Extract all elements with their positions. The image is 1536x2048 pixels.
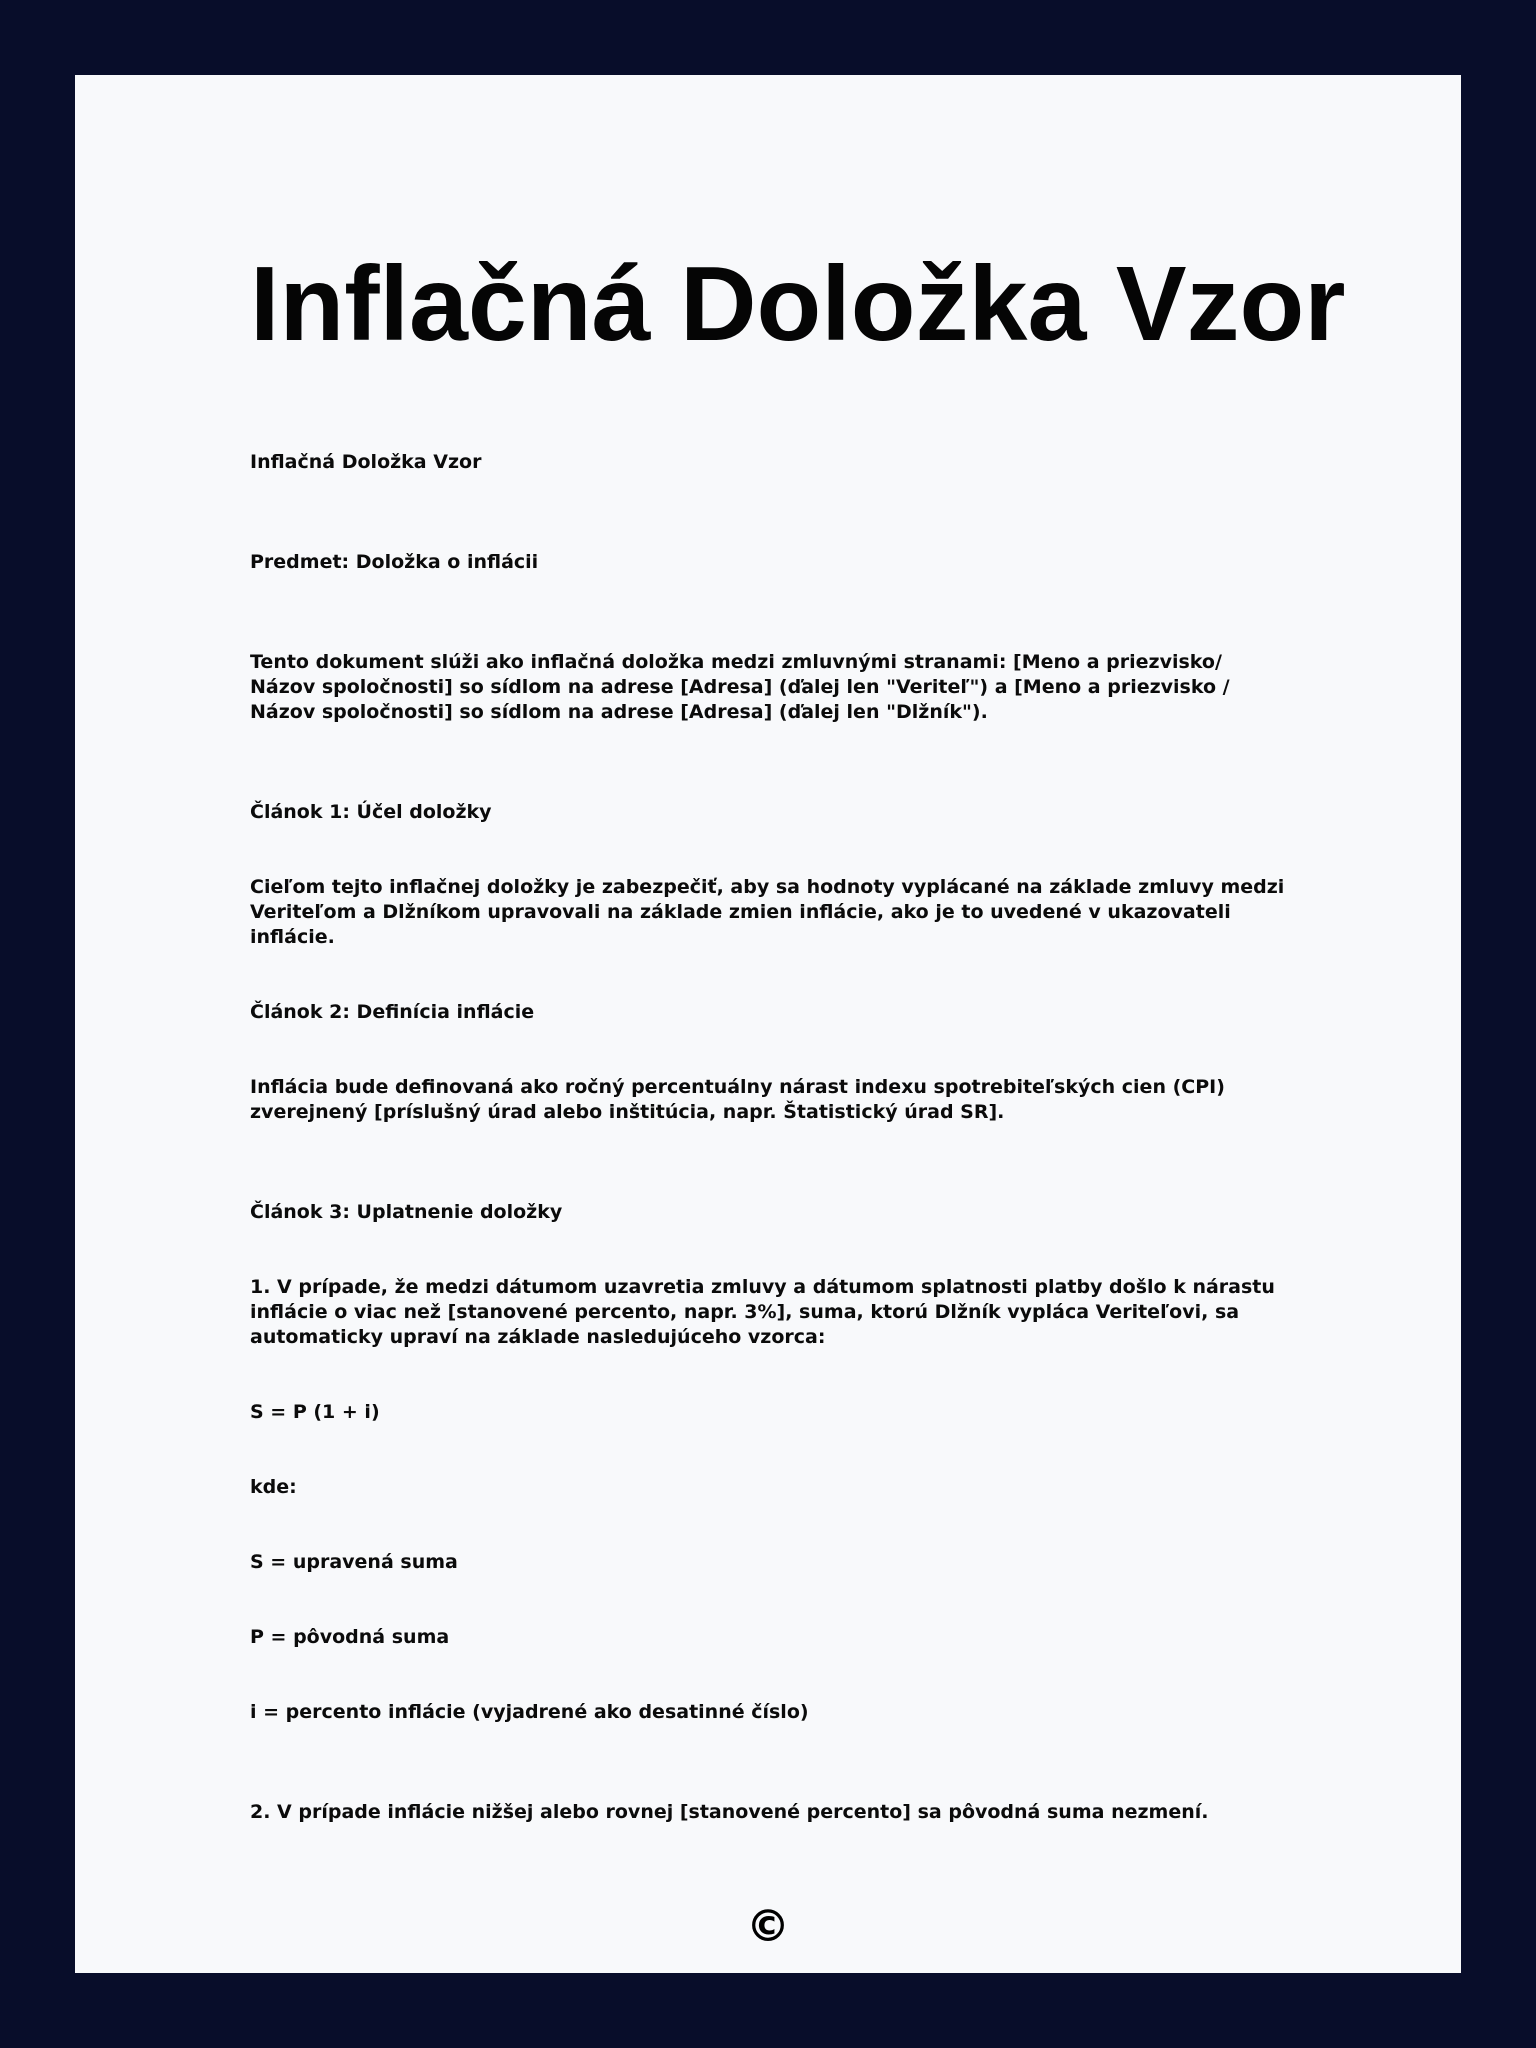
article-3-point-2: 2. V prípade inflácie nižšej alebo rovnej [stanovené percento] sa pôvodná suma nezmení.: [250, 1801, 1209, 1823]
article-3-point-1: 1. V prípade, že medzi dátumom uzavretia zmluvy a dátumom splatnosti platby došlo k nárastu inflácie o viac než [stanovené percento, napr. 3%], suma, ktorú Dlžník vypláca Veriteľovi, sa automaticky upraví na základe nasledujúceho vzorca:: [250, 1276, 1275, 1348]
paragraph-subject: Predmet: Doložka o inflácii: [250, 551, 539, 573]
formula-s-definition: S = upravená suma: [250, 1551, 458, 1573]
document-title: Inflačná Doložka Vzor: [250, 245, 1346, 363]
formula: S = P (1 + i): [250, 1401, 380, 1423]
document-page: [75, 75, 1461, 1973]
article-3-heading: Článok 3: Uplatnenie doložky: [250, 1201, 563, 1223]
paragraph-intro: Tento dokument slúži ako inflačná doložka medzi zmluvnými stranami: [Meno a priezvisko/ Názov spoločnosti] so sídlom na adrese [Adresa] (ďalej len "Veriteľ") a [Meno a priezvisko / Názov spoločnosti] so sídlom na adrese [Adresa] (ďalej len "Dlžník").: [250, 651, 1230, 723]
formula-i-definition: i = percento inflácie (vyjadrené ako desatinné číslo): [250, 1701, 809, 1723]
article-2-heading: Článok 2: Definícia inflácie: [250, 1001, 535, 1023]
article-1-text: Cieľom tejto inflačnej doložky je zabezpečiť, aby sa hodnoty vyplácané na základe zmluvy medzi Veriteľom a Dlžníkom upravovali na základe zmien inflácie, ako je to uvedené v ukazovateli inflácie.: [250, 876, 1285, 948]
article-1-heading: Článok 1: Účel doložky: [250, 801, 492, 823]
article-2-text: Inflácia bude definovaná ako ročný percentuálny nárast indexu spotrebiteľských cien (CPI) zverejnený [príslušný úrad alebo inštitúcia, napr. Štatistický úrad SR].: [250, 1076, 1225, 1123]
formula-p-definition: P = pôvodná suma: [250, 1626, 450, 1648]
paragraph-subtitle: Inflačná Doložka Vzor: [250, 451, 482, 473]
copyright-icon: ©: [746, 1901, 790, 1952]
formula-where: kde:: [250, 1476, 297, 1498]
